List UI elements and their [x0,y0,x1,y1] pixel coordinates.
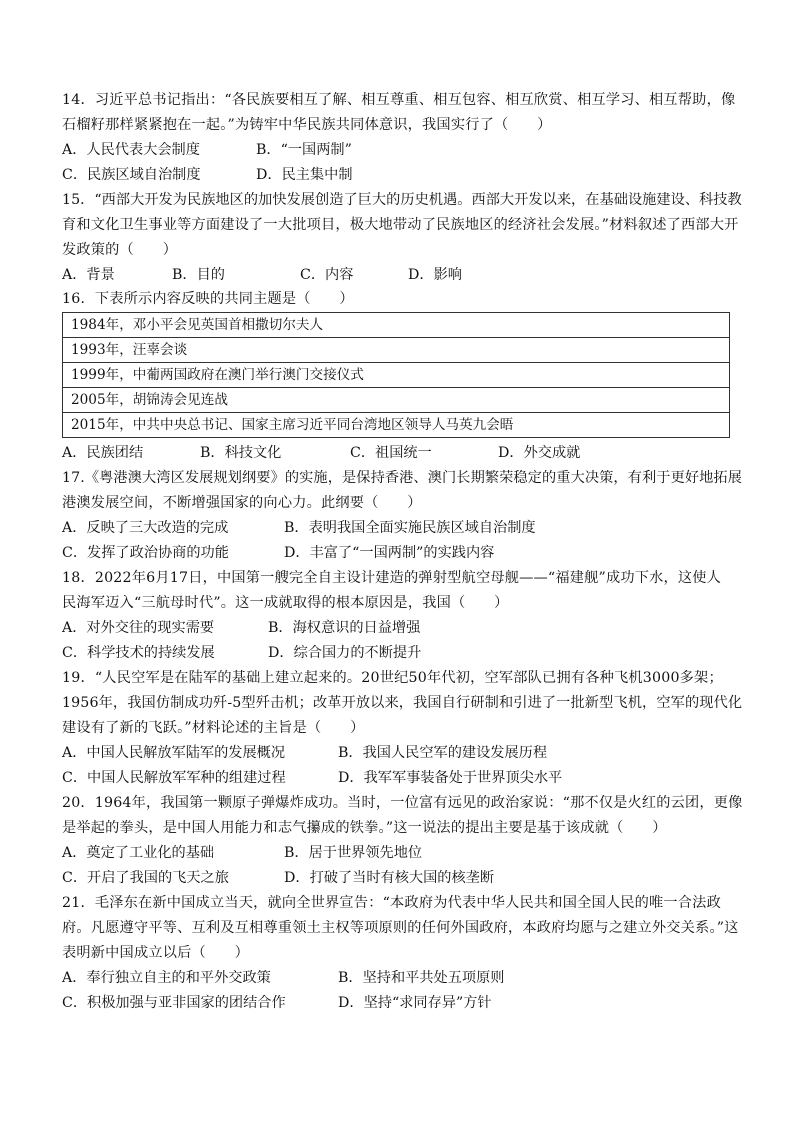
q14-option-c[interactable]: C．民族区域自治制度 [62,167,201,183]
q21-stem-line-1: 21．毛泽东在新中国成立当天，就向全世界宣告：“本政府为代表中华人民共和国全国人民的唯一合法政 [62,895,721,911]
table-cell: 2005年，胡锦涛会见连战 [63,388,730,413]
q15-option-c[interactable]: C．内容 [300,267,354,283]
table-cell: 1984年，邓小平会见英国首相撒切尔夫人 [63,313,730,338]
q20-stem-line-1: 20．1964年，我国第一颗原子弹爆炸成功。当时，一位富有远见的政治家说：“那不仅是火红的云团，更像 [62,795,743,811]
q19-stem-line-2: 1956年，我国仿制成功歼-5型歼击机；改革开放以来，我国自行研制和引进了一批新型飞机，空军的现代化 [62,695,743,711]
q20-option-a[interactable]: A．奠定了工业化的基础 [62,845,215,861]
q18-option-c[interactable]: C．科学技术的持续发展 [62,645,215,661]
q17-stem-line-1: 17.《粤港澳大湾区发展规划纲要》的实施，是保持香港、澳门长期繁荣稳定的重大决策，有利于更好地拓展 [62,470,742,486]
q15-option-b[interactable]: B．目的 [172,267,225,283]
q20-option-c[interactable]: C．开启了我国的飞天之旅 [62,870,229,886]
table-cell: 2015年，中共中央总书记、国家主席习近平同台湾地区领导人马英九会晤 [63,413,730,438]
q19-option-d[interactable]: D．我军军事装备处于世界顶尖水平 [338,770,563,786]
q15-stem-line-1: 15．“西部大开发为民族地区的加快发展创造了巨大的历史机遇。西部大开发以来，在基础设施建设、科技教 [62,192,742,208]
table-row [63,363,730,388]
q20-stem-line-2: 是举起的拳头，是中国人用能力和志气攥成的铁拳。”这一说法的提出主要是基于该成就（ ） [62,820,667,836]
table-row [63,338,730,363]
q19-stem-line-3: 建设有了新的飞跃。”材料论述的主旨是（ ） [62,720,365,736]
q19-option-b[interactable]: B．我国人民空军的建设发展历程 [338,745,548,761]
q15-stem-line-2: 育和文化卫生事业等方面建设了一大批项目，极大地带动了民族地区的经济社会发展。”材料叙述了西部大开 [62,217,739,233]
table-cell: 1993年，汪辜会谈 [63,338,730,363]
q21-option-d[interactable]: D．坚持“求同存异”方针 [338,995,492,1011]
q14-stem-line-1: 14．习近平总书记指出：“各民族要相互了解、相互尊重、相互包容、相互欣赏、相互学习、相互帮助，像 [62,92,736,108]
q19-option-a[interactable]: A．中国人民解放军陆军的发展概况 [62,745,286,761]
q21-stem-line-3: 表明新中国成立以后（ ） [62,945,250,961]
q19-option-c[interactable]: C．中国人民解放军军种的组建过程 [62,770,286,786]
q16-option-b[interactable]: B．科技文化 [200,445,282,461]
q17-option-c[interactable]: C．发挥了政治协商的功能 [62,545,229,561]
q15-option-a[interactable]: A．背景 [62,267,115,283]
q14-option-a[interactable]: A．人民代表大会制度 [62,142,200,158]
q16-stem: 16．下表所示内容反映的共同主题是（ ） [62,291,354,307]
q15-option-d[interactable]: D．影响 [408,267,462,283]
q18-option-d[interactable]: D．综合国力的不断提升 [268,645,422,661]
table-row [63,313,730,338]
q17-option-a[interactable]: A．反映了三大改造的完成 [62,520,229,536]
q15-stem-line-3: 发政策的（ ） [62,242,178,258]
q14-option-d[interactable]: D．民主集中制 [256,167,353,183]
q21-option-c[interactable]: C．积极加强与亚非国家的团结合作 [62,995,286,1011]
q14-stem-line-2: 石榴籽那样紧紧抱在一起。”为铸牢中华民族共同体意识，我国实行了（ ） [62,117,552,133]
q21-option-a[interactable]: A．奉行独立自主的和平外交政策 [62,970,271,986]
q21-stem-line-2: 府。凡愿遵守平等、互利及互相尊重领土主权等项原则的任何外国政府，本政府均愿与之建立外交关系。”这 [62,920,739,936]
q19-stem-line-1: 19．“人民空军是在陆军的基础上建立起来的。20世纪50年代初，空军部队已拥有各种飞机3000多架； [62,670,723,686]
table-row [63,413,730,438]
q20-option-d[interactable]: D．打破了当时有核大国的核垄断 [284,870,495,886]
q18-option-a[interactable]: A．对外交往的现实需要 [62,620,215,636]
q21-option-b[interactable]: B．坚持和平共处五项原则 [338,970,505,986]
q18-stem-line-1: 18．2022年6月17日，中国第一艘完全自主设计建造的弹射型航空母舰——“福建舰”成功下水，这使人 [62,570,722,586]
q17-option-d[interactable]: D．丰富了“一国两制”的实践内容 [284,545,495,561]
q20-option-b[interactable]: B．居于世界领先地位 [284,845,423,861]
q16-option-c[interactable]: C．祖国统一 [350,445,432,461]
q17-option-b[interactable]: B．表明我国全面实施民族区域自治制度 [284,520,536,536]
q16-option-a[interactable]: A．民族团结 [62,445,144,461]
q18-stem-line-2: 民海军迈入“三航母时代”。这一成就取得的根本原因是，我国（ ） [62,595,509,611]
q16-events-table [62,312,730,438]
q16-option-d[interactable]: D．外交成就 [498,445,581,461]
q14-option-b[interactable]: B．“一国两制” [256,142,352,158]
q17-stem-line-2: 港澳发展空间，不断增强国家的向心力。此纲要（ ） [62,495,422,511]
table-row [63,388,730,413]
q18-option-b[interactable]: B．海权意识的日益增强 [268,620,421,636]
table-cell: 1999年，中葡两国政府在澳门举行澳门交接仪式 [63,363,730,388]
